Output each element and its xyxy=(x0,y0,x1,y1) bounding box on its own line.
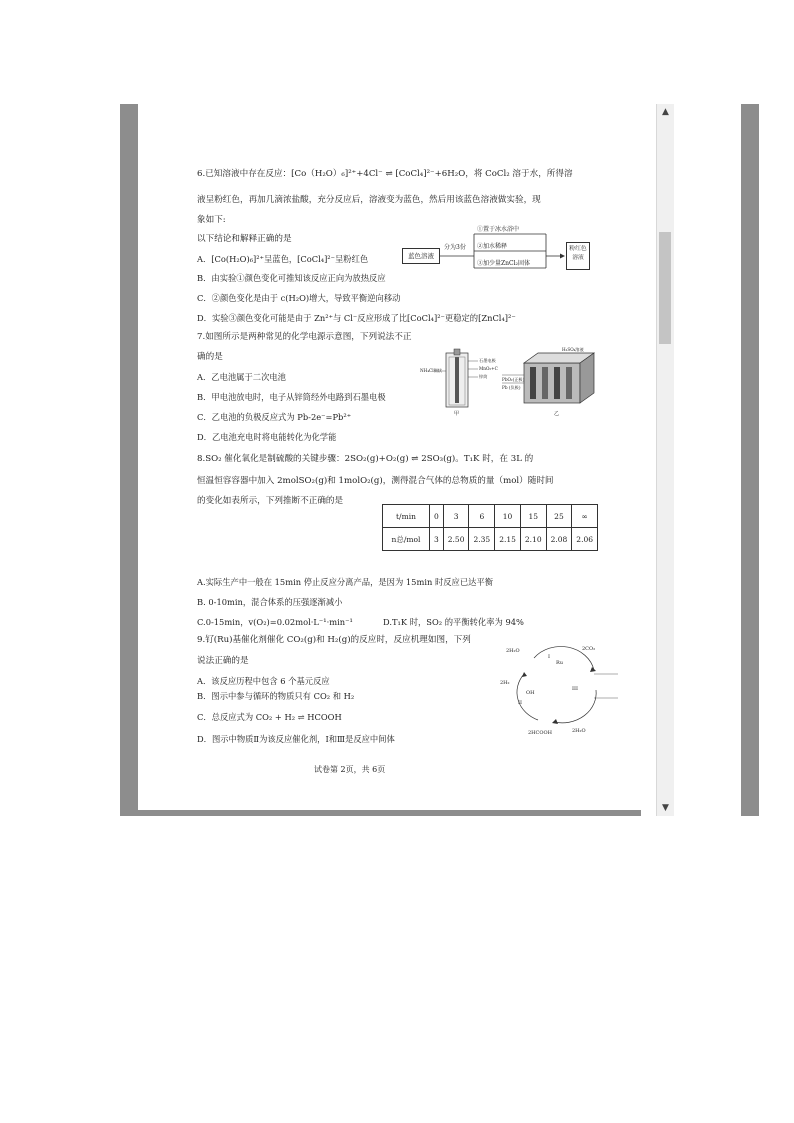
table-cell: 2.50 xyxy=(443,528,469,551)
table-header-row xyxy=(383,505,598,528)
q6-prompt: 以下结论和解释正确的是 xyxy=(197,234,292,244)
q7-stem-line1: 7.如图所示是两种常见的化学电源示意图，下列说法不正 xyxy=(197,332,412,342)
q6-split-label: 分为3份 xyxy=(444,244,466,251)
table-cell: 2.10 xyxy=(520,528,546,551)
q9-option-d: D．图示中物质Ⅱ为该反应催化剂，Ⅰ和Ⅲ是反应中间体 xyxy=(197,734,395,744)
q8-stem-line2: 恒温恒容容器中加入 2molSO₂(g)和 1molO₂(g)，测得混合气体的总物质的量（mol）随时间 xyxy=(197,476,554,486)
q7-option-c: C．乙电池的负极反应式为 Pb-2e⁻=Pb²⁺ xyxy=(197,412,352,422)
q9-label-hcooh: 2HCOOH xyxy=(528,730,552,736)
q7-caption-jia: 甲 xyxy=(454,411,460,417)
q6-experiment-diagram xyxy=(402,226,592,278)
q9-label-species-ii: II xyxy=(518,700,522,706)
page-bottom-edge xyxy=(138,810,641,816)
table-cell: 3 xyxy=(443,505,469,528)
q7-caption-yi: 乙 xyxy=(554,411,560,417)
exam-page xyxy=(138,104,641,810)
q9-label-h2: 2H₂ xyxy=(500,680,510,686)
table-cell: 2.35 xyxy=(469,528,495,551)
q9-label-h2o-top: 2H₂O xyxy=(506,648,520,654)
table-cell: ∞ xyxy=(572,505,598,528)
q7-option-b: B．甲电池放电时，电子从锌筒经外电路到石墨电极 xyxy=(197,392,386,402)
q6-step3: ③加少量ZnCl₂固体 xyxy=(477,260,530,267)
q9-stem-line2: 说法正确的是 xyxy=(197,656,249,666)
table-cell: 25 xyxy=(546,505,572,528)
q6-option-b: B．由实验①颜色变化可推知该反应正向为放热反应 xyxy=(197,273,386,283)
q6-step1: ①置于冰水浴中 xyxy=(477,226,520,233)
q7-label-nh4cl: NH₄Cl糊状 xyxy=(420,368,442,373)
q8-option-c: C.0-15min，v(O₂)=0.02mol·L⁻¹·min⁻¹ xyxy=(197,617,353,627)
table-cell: 15 xyxy=(520,505,546,528)
q7-label-mno2: MnO₂+C xyxy=(479,366,498,371)
table-cell: 3 xyxy=(430,528,444,551)
scrollbar-thumb[interactable] xyxy=(659,232,671,344)
q8-stem-line1: 8.SO₂ 催化氧化是制硫酸的关键步骤：2SO₂(g)+O₂(g) ⇌ 2SO₃(g)。T₁K 时，在 3L 的 xyxy=(197,454,534,464)
table-cell: n总/mol xyxy=(383,528,430,551)
table-cell: t/min xyxy=(383,505,430,528)
dry-cell-and-lead-acid-battery-drawing xyxy=(416,347,606,421)
q6-option-d: D．实验③颜色变化可能是由于 Zn²⁺与 Cl⁻反应形成了比[CoCl₄]²⁻更稳定的[ZnCl₄]²⁻ xyxy=(197,313,516,323)
q6-option-a: A．[Co(H₂O)₆]²⁺呈蓝色，[CoCl₄]²⁻呈粉红色 xyxy=(197,254,369,264)
q9-label-species-i: I xyxy=(548,654,550,660)
scroll-down-icon[interactable]: ▼ xyxy=(662,803,669,813)
q7-battery-figure xyxy=(416,347,606,421)
table-row xyxy=(383,528,598,551)
table-cell: 2.06 xyxy=(572,528,598,551)
q7-label-pbo2: PbO₂(正极) xyxy=(502,377,525,382)
q7-option-a: A．乙电池属于二次电池 xyxy=(197,372,286,382)
table-cell: 10 xyxy=(495,505,521,528)
q7-label-graphite: 石墨电极 xyxy=(479,358,496,363)
q8-stem-line3: 的变化如表所示，下列推断不正确的是 xyxy=(197,496,344,506)
q9-label-species-iii: III xyxy=(572,686,578,692)
q8-option-d: D.T₁K 时，SO₂ 的平衡转化率为 94% xyxy=(383,617,524,627)
q6-stem-line2: 液呈粉红色，再加几滴浓盐酸，充分反应后，溶液变为蓝色，然后用该蓝色溶液做实验，现 xyxy=(197,195,541,205)
q9-label-co2: 2CO₂ xyxy=(582,646,596,652)
table-cell: 0 xyxy=(430,505,444,528)
viewer-left-margin xyxy=(120,104,138,816)
q9-option-c: C．总反应式为 CO₂ + H₂ ⇌ HCOOH xyxy=(197,712,342,722)
q7-option-d: D．乙电池充电时将电能转化为化学能 xyxy=(197,432,337,442)
q9-label-oh: OH xyxy=(526,690,535,696)
table-cell: 2.15 xyxy=(495,528,521,551)
q8-data-table xyxy=(382,504,598,551)
q9-label-ru: Ru xyxy=(556,660,563,666)
q9-option-b: B．图示中参与循环的物质只有 CO₂ 和 H₂ xyxy=(197,691,355,701)
q8-option-a: A.实际生产中一般在 15min 停止反应分离产品，是因为 15min 时反应已达平衡 xyxy=(197,577,494,587)
table-cell: 2.08 xyxy=(546,528,572,551)
q7-label-h2so4: H₂SO₄溶液 xyxy=(562,347,584,352)
q7-stem-line2: 确的是 xyxy=(197,352,223,362)
page-footer: 试卷第 2页，共 6页 xyxy=(314,765,386,774)
q8-option-b: B. 0-10min，混合体系的压强逐渐减小 xyxy=(197,597,343,607)
q6-step2: ②加水稀释 xyxy=(477,243,508,250)
cycle-arrows xyxy=(494,640,626,738)
vertical-scrollbar[interactable] xyxy=(656,104,674,816)
q7-label-pb: Pb (负极) xyxy=(502,385,521,390)
q6-option-c: C．②颜色变化是由于 c(H₂O)增大，导致平衡逆向移动 xyxy=(197,293,401,303)
q6-pink-solution-box: 粉红色溶液 xyxy=(566,242,590,270)
q9-label-h2o-bottom: 2H₂O xyxy=(572,728,586,734)
viewer-right-margin xyxy=(741,104,759,816)
q6-stem-line1: 6.已知溶液中存在反应：[Co（H₂O）₆]²⁺+4Cl⁻ ⇌ [CoCl₄]²⁻+6H₂O，将 CoCl₂ 溶于水，所得溶 xyxy=(197,169,573,179)
table-cell: 6 xyxy=(469,505,495,528)
q7-label-zinc: 锌筒 xyxy=(479,374,488,379)
document-viewer xyxy=(120,104,674,816)
q6-stem-line3: 象如下: xyxy=(197,215,226,225)
q9-catalytic-cycle xyxy=(494,640,626,738)
q6-blue-solution-box: 蓝色溶液 xyxy=(402,248,440,264)
q9-stem-line1: 9.钌(Ru)基催化剂催化 CO₂(g)和 H₂(g)的反应时，反应机理如图，下列 xyxy=(197,635,471,645)
scroll-up-icon[interactable]: ▲ xyxy=(662,107,669,117)
q9-option-a: A．该反应历程中包含 6 个基元反应 xyxy=(197,676,330,686)
